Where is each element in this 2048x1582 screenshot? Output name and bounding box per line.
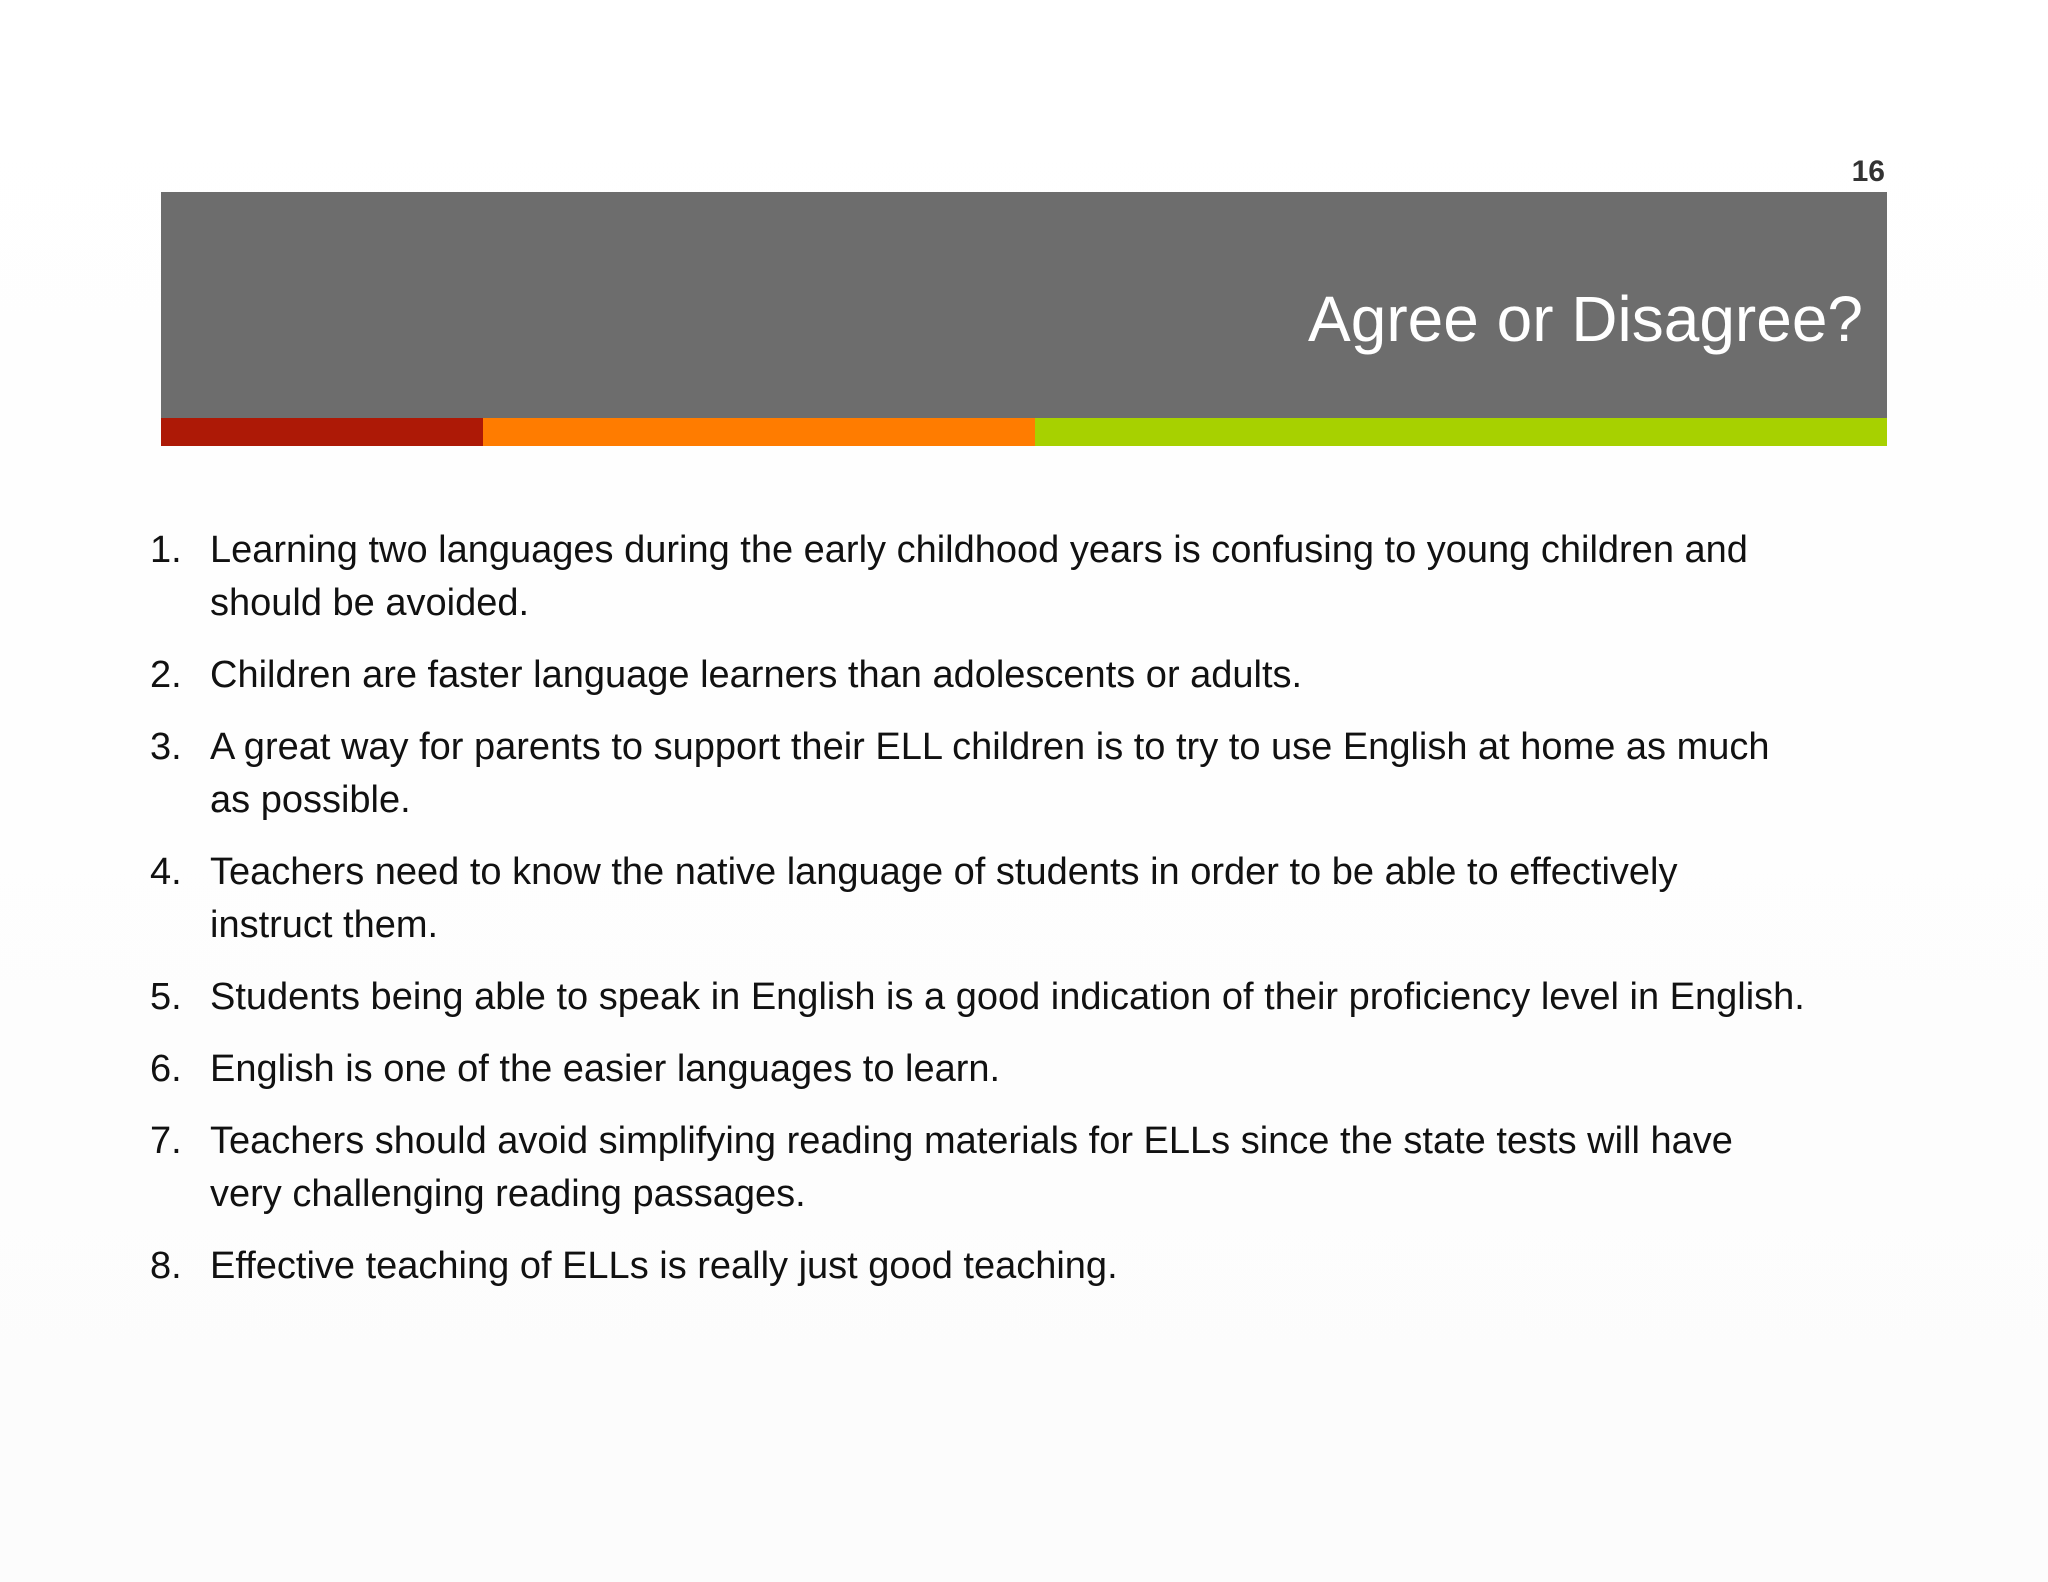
item-number: 6. [150, 1048, 182, 1090]
item-number: 5. [150, 976, 182, 1018]
list-item [150, 649, 1910, 702]
list-item [150, 1115, 1910, 1221]
statement-list [150, 524, 1910, 1312]
accent-segment-green [1035, 418, 1887, 446]
page-number: 16 [1851, 155, 1885, 188]
list-item [150, 1043, 1910, 1096]
list-item [150, 721, 1910, 827]
item-text: Effective teaching of ELLs is really just good teaching. [210, 1245, 1118, 1287]
item-number: 7. [150, 1120, 182, 1162]
item-text: A great way for parents to support their ELL children is to try to use English at home as much as possible. [210, 726, 1770, 821]
item-number: 1. [150, 529, 182, 571]
item-text: Teachers need to know the native language of students in order to be able to effectively instruct them. [210, 851, 1678, 946]
accent-segment-red [161, 418, 483, 446]
list-item [150, 1240, 1910, 1293]
list-item [150, 524, 1910, 630]
accent-segment-orange [483, 418, 1035, 446]
item-text: Children are faster language learners than adolescents or adults. [210, 654, 1303, 696]
item-text: Teachers should avoid simplifying reading materials for ELLs since the state tests will have very challenging reading passages. [210, 1120, 1733, 1215]
item-text: Students being able to speak in English is a good indication of their proficiency level in English. [210, 976, 1805, 1018]
slide-title: Agree or Disagree? [1308, 283, 1863, 355]
list-item [150, 846, 1910, 952]
item-number: 4. [150, 851, 182, 893]
item-number: 8. [150, 1245, 182, 1287]
item-text: English is one of the easier languages to learn. [210, 1048, 1001, 1090]
item-text: Learning two languages during the early childhood years is confusing to young children and should be avoided. [210, 529, 1748, 624]
item-number: 2. [150, 654, 182, 696]
title-band [161, 192, 1887, 418]
accent-bar [161, 418, 1887, 446]
item-number: 3. [150, 726, 182, 768]
list-item [150, 971, 1910, 1024]
